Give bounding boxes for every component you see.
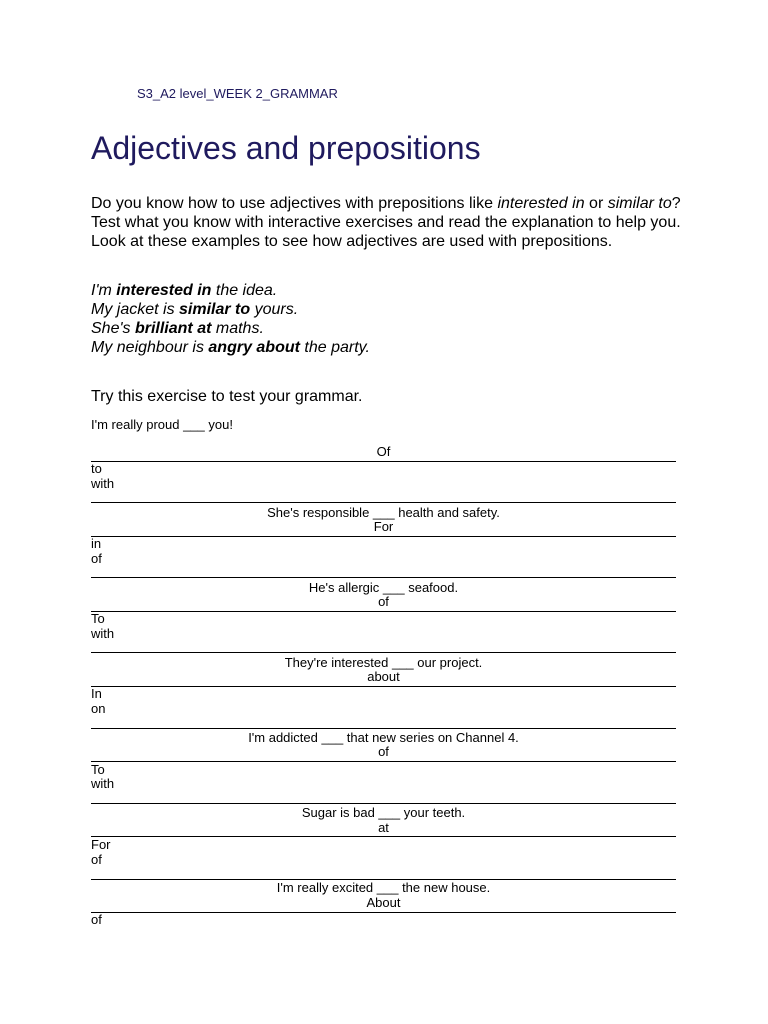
answer-option[interactable]: with — [91, 626, 115, 641]
answer-option[interactable]: at — [378, 820, 389, 835]
examples-list — [91, 281, 681, 357]
answer-option[interactable]: to — [91, 461, 102, 476]
divider — [91, 836, 676, 837]
example-sentence: I'm interested in the idea. — [91, 282, 278, 299]
intro-text-part: or — [584, 195, 608, 212]
intro-emphasis: interested in — [497, 195, 585, 212]
answer-option[interactable]: of — [91, 852, 102, 867]
question-text: He's allergic ___ seafood. — [308, 580, 459, 595]
answer-option[interactable]: In — [91, 686, 102, 701]
question-text: Sugar is bad ___ your teeth. — [301, 805, 466, 820]
answer-option[interactable]: about — [367, 669, 400, 684]
answer-option[interactable]: on — [91, 701, 106, 716]
divider — [91, 577, 676, 578]
page-title: Adjectives and prepositions — [91, 130, 481, 166]
answer-option[interactable]: For — [373, 519, 394, 534]
document-header: S3_A2 level_WEEK 2_GRAMMAR — [137, 86, 338, 101]
divider — [91, 728, 676, 729]
divider — [91, 611, 676, 612]
answer-option[interactable]: with — [91, 776, 115, 791]
answer-option[interactable]: of — [378, 594, 389, 609]
answer-option[interactable]: of — [378, 744, 389, 759]
intro-text-part: ? Test what you know with interactive exercises and read the explanation to help you. — [91, 195, 681, 231]
divider — [91, 803, 676, 804]
divider — [91, 461, 676, 462]
intro-emphasis: similar to — [607, 195, 672, 212]
answer-option[interactable]: Of — [376, 444, 391, 459]
divider — [91, 912, 676, 913]
intro-text-part: Do you know how to use adjectives with prepositions like — [91, 195, 498, 212]
divider — [91, 652, 676, 653]
example-sentence: She's brilliant at maths. — [91, 320, 264, 337]
question-text: I'm really excited ___ the new house. — [276, 880, 491, 895]
example-sentence: My jacket is similar to yours. — [91, 301, 299, 318]
divider — [91, 761, 676, 762]
answer-option[interactable]: To — [91, 762, 105, 777]
answer-option[interactable]: with — [91, 476, 115, 491]
answer-option[interactable]: For — [91, 837, 111, 852]
exercise-instruction: Try this exercise to test your grammar. — [91, 388, 363, 405]
answer-option[interactable]: About — [366, 895, 401, 910]
question-text: I'm addicted ___ that new series on Channel 4. — [248, 730, 519, 745]
intro-paragraph-1 — [91, 194, 681, 232]
question-text: They're interested ___ our project. — [284, 655, 483, 670]
question-text: She's responsible ___ health and safety. — [267, 505, 500, 520]
answer-option[interactable]: To — [91, 611, 105, 626]
answer-option[interactable]: of — [91, 551, 102, 566]
intro-paragraph-2: Look at these examples to see how adjectives are used with prepositions. — [91, 233, 613, 250]
divider — [91, 686, 676, 687]
answer-option[interactable]: in — [91, 536, 102, 551]
answer-option[interactable]: of — [91, 912, 102, 927]
intro-text — [91, 194, 681, 251]
example-sentence: My neighbour is angry about the party. — [91, 339, 370, 356]
divider — [91, 502, 676, 503]
divider — [91, 536, 676, 537]
question-text: I'm really proud ___ you! — [91, 417, 233, 432]
